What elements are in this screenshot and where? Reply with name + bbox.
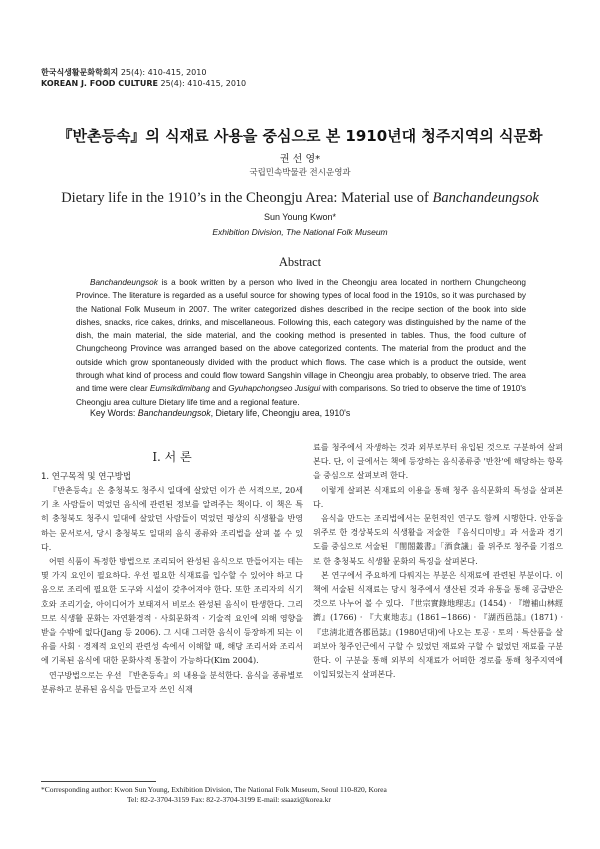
keywords-rest: , Dietary life, Cheongju area, 1910's [210,408,351,418]
journal-header [41,67,246,89]
subsection-title: 1. 연구목적 및 연구방법 [41,472,132,482]
footnote [41,785,561,805]
body-paragraph: 『반촌등속』은 충청북도 청주시 일대에 살았던 이가 쓴 서적으로, 20세기 초 사람들이 먹었던 음식에 관련된 정보를 알려주는 책이다. 이 책은 특히 충청북도 청주시 일대에 살았던 사람들이 먹었던 평상의 식생활을 반영하는 문서로서, 당시 충청북도 일대의 음식 종류와 조리법을 살펴 볼 수 있다. [41,486,303,552]
abstract-heading: Abstract [278,255,322,269]
abstract-book-2: Eumsikdimibang [149,384,210,394]
abstract-and: and [209,384,229,394]
keywords-italic: Banchandeungsok [137,408,211,418]
footnote-rule [41,781,156,782]
footnote-line-2: Tel: 82-2-3704-3159 Fax: 82-2-3704-3199 E-mail: ssaazi@korea.kr [127,795,331,804]
title-en-book: Banchandeungsok [432,190,539,206]
body-paragraph: 연구방법으로는 우선 『반촌등속』의 내용을 분석한다. 음식을 종류별로 분류하고 분류된 음식을 만들고자 쓰인 식재 [41,670,303,694]
paper-title-kr: 『반촌등속』의 식재료 사용을 중심으로 본 1910년대 청주지역의 식문화 [57,127,543,145]
body-paragraph: 본 연구에서 주요하게 다뤄지는 부분은 식재료에 관련된 부분이다. 이 책에 서술된 식재료는 당시 청주에서 생산된 것과 유통을 통해 공급받은 것으로 나누어 볼 수 있다. 『世宗實錄地理志』(1454) · 『增補山林經濟』(1766) · 『大東地志』(1861~1866) · 『湖西邑誌』(1871) · 『忠淸北道各郡邑誌』(1980년대)에 나오는 토공 · 토의 · 특산품을 살펴보아 청주인근에서 구할 수 있었던 재료와 구할 수 없었던 재료를 구분한다. 이 구분을 통해 외부의 식재료가 어떠한 경로를 통해 청주지역에 이입되었는지 살펴본다. [313,570,563,680]
journal-name-en: KOREAN J. FOOD CULTURE [41,79,158,88]
journal-volume-kr: 25(4): 410-415, 2010 [120,68,207,77]
abstract-book-3: Gyuhapchongseo Jusigui [228,384,321,394]
journal-volume-en: 25(4): 410-415, 2010 [160,79,247,88]
body-right-column [313,441,563,682]
body-paragraph: 이렇게 살펴본 식재료의 이용을 통해 청주 음식문화의 특성을 살펴본다. [313,485,563,509]
abstract-body [76,276,526,409]
affiliation-kr: 국립민속박물관 전시운영과 [249,168,351,178]
keywords-label: Key Words: [90,408,138,418]
body-paragraph: 료를 청주에서 자생하는 것과 외부로부터 유입된 것으로 구분하여 살펴본다. 단, 이 글에서는 책에 등장하는 음식종류중 '반찬'에 해당하는 항목을 중심으로 살펴보려 한다. [313,443,563,481]
body-paragraph: 음식을 만드는 조리법에서는 문헌적인 연구도 함께 시행한다. 안동을 위주로 한 경상북도의 식생활을 저술한 『음식디미방』과 서울과 경기도를 중심으로 서술된 『閨閤叢書』「酒食議」를 위주로 청주를 기점으로 한 충청북도 식생활 문화의 특징을 살펴본다. [313,514,563,566]
body-paragraph: 어떤 식품이 특정한 방법으로 조리되어 완성된 음식으로 만들어지는 데는 몇 가지 요인이 필요하다. 우선 필요한 식재료를 입수할 수 있어야 하고 다음으로 조리에 필요한 도구와 시설이 갖추어져야 한다. 또한 조리자의 식기호와 조리기술, 아이디어가 보태져서 비로소 완성된 음식이 탄생한다. 그리므로 식생활 문화는 자연환경적 · 사회문화적 · 기술적 요인에 의해 영향을 받을 수밖에 없다(Jang 등 2006). 그 시대 그러한 음식이 등장하게 되는 이유를 사회 · 경제적 요인의 관련성 속에서 이해할 때, 해당 조리서와 조리서에 기록된 음식에 대한 문화사적 통찰이 가능하다(Kim 2004). [41,557,303,666]
author-kr: 권 선 영* [279,154,321,165]
abstract-text-1: is a book written by a person who lived in the Cheongju area located in northern Chungcheong Province. The literature is regarded as a useful source for showing types of local food in the 1910s, so it was purchased by the National Folk Museum in 2007. The writer categorized dishes described in the recipe section of the book into side dishes, snacks, rice cakes, drinks, and miscellaneous. Following this, each category was distinguished by the name of the dish, the main material, the side material, and the cooking method is presented in tables. Thus, the food culture of Chungcheong Province was arranged based on the above categorized contents. The material from the product and the outside which grow spontaneously divided with the product which flows. The case which is a product the outside, went through what kind of process and could flow toward Sangshin village in Cheongju area probably, to observe tried. The area and time were clear [76,278,526,394]
abstract-book: Banchandeungsok [90,278,158,287]
title-en-main: Dietary life in the 1910’s in the Cheongju Area: Material use of [61,190,433,206]
journal-name-kr: 한국식생활문화학회지 [41,68,119,77]
section-title: I. 서 론 [152,450,192,464]
paper-title-en [0,190,600,207]
author-en: Sun Young Kwon* [263,212,337,222]
affiliation-en: Exhibition Division, The National Folk Museum [212,227,388,237]
footnote-line-1: *Corresponding author: Kwon Sun Young, Exhibition Division, The National Folk Museum, Seoul 110-820, Korea [41,785,387,794]
keywords [90,408,530,418]
body-left-column [41,484,303,697]
abstract-text-2: with comparisons. So tried to observe the time of 1910's Cheongju area culture Dietary life time and a regional feature. [76,384,526,407]
